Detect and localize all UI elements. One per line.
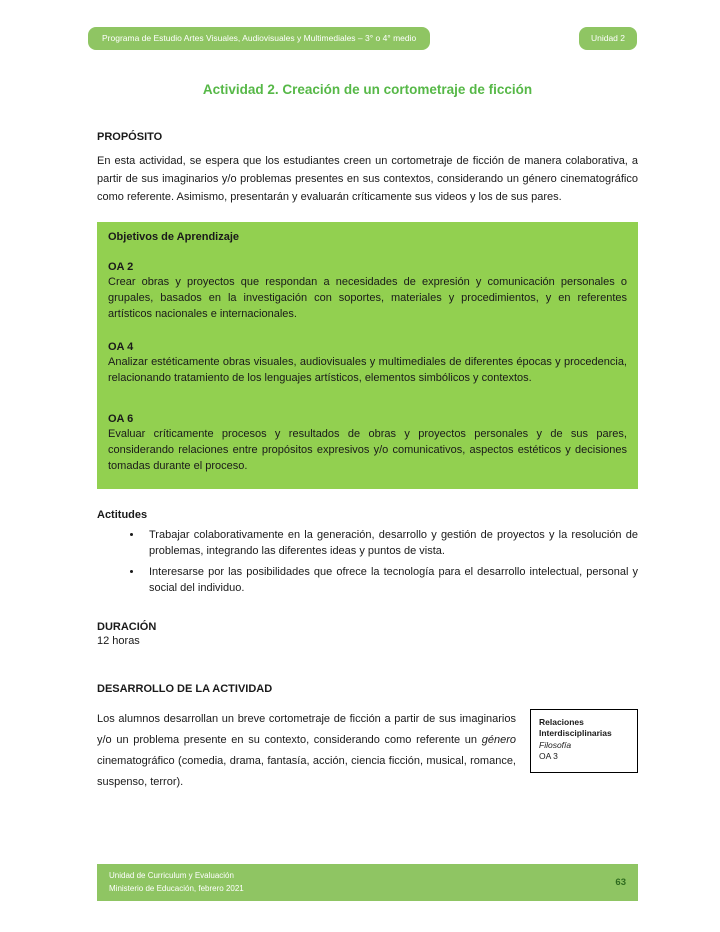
program-title-badge bbox=[88, 27, 430, 50]
footer-org-info bbox=[109, 870, 244, 895]
oa-text: Evaluar críticamente procesos y resultados de obras y proyectos personales y de sus pares, considerando relaciones entre propósitos expresivos y/o comunicativos, aspectos estéticos y decisiones tomadas durante el proceso. bbox=[108, 428, 627, 472]
desarrollo-text-before: Los alumnos desarrollan un breve cortometraje de ficción a partir de sus imaginarios y/o un problema presente en su contexto, considerando como referente un bbox=[97, 712, 516, 746]
duracion-value: 12 horas bbox=[97, 634, 140, 647]
oa-text: Crear obras y proyectos que respondan a necesidades de expresión y comunicación personales o grupales, basados en la investigación con soportes, materiales y procedimientos, y en referentes artísticos nacionales e internacionales. bbox=[108, 276, 627, 321]
actitudes-list-item: • Interesarse por las posibilidades que ofrece la tecnología para el desarrollo intelectual, personal y social del individuo. bbox=[143, 564, 638, 597]
desarrollo-section bbox=[97, 683, 638, 793]
unit-badge-text: Unidad 2 bbox=[590, 33, 625, 43]
relaciones-box-oa: OA 3 bbox=[539, 751, 558, 762]
duracion-section bbox=[97, 621, 638, 647]
page-footer bbox=[97, 864, 638, 901]
proposito-paragraph: En esta actividad, se espera que los estudiantes creen un cortometraje de ficción de manera colaborativa, a partir de sus imaginarios y/o problemas presentes en sus contextos, considerando un género cinematográfico como referente. Asimismo, presentarán y evaluarán críticamente sus videos y los de sus pares. bbox=[97, 155, 638, 203]
desarrollo-row bbox=[97, 709, 638, 793]
unit-badge bbox=[579, 27, 637, 50]
actitudes-list-item: • Trabajar colaborativamente en la generación, desarrollo y gestión de proyectos y la resolución de problemas, integrando las diferentes ideas y puntos de vista. bbox=[143, 527, 638, 560]
footer-line1: Unidad de Curriculum y Evaluación bbox=[109, 871, 234, 881]
oa-item bbox=[108, 413, 627, 475]
actitudes-section bbox=[97, 509, 638, 597]
footer-line2: Ministerio de Educación, febrero 2021 bbox=[109, 883, 244, 893]
desarrollo-italic-word: género bbox=[481, 733, 516, 746]
relaciones-box-subject: Filosofía bbox=[539, 739, 572, 750]
actitudes-heading: Actitudes bbox=[97, 508, 148, 521]
desarrollo-text-after: cinematográfico (comedia, drama, fantasía, acción, ciencia ficción, musical, romance, suspenso, terror). bbox=[97, 754, 516, 788]
desarrollo-paragraph bbox=[97, 709, 516, 793]
page-number: 63 bbox=[615, 877, 626, 889]
objetivos-box bbox=[97, 222, 638, 489]
objetivos-heading: Objetivos de Aprendizaje bbox=[108, 231, 240, 244]
oa-item bbox=[108, 261, 627, 323]
oa-item bbox=[108, 341, 627, 387]
oa-code: OA 4 bbox=[108, 341, 134, 354]
relaciones-box-title: Relaciones Interdisciplinarias bbox=[539, 716, 612, 739]
page-content bbox=[97, 82, 638, 793]
activity-title: Actividad 2. Creación de un cortometraje de ficción bbox=[202, 82, 533, 97]
desarrollo-heading: DESARROLLO DE LA ACTIVIDAD bbox=[97, 682, 273, 695]
program-title-text: Programa de Estudio Artes Visuales, Audiovisuales y Multimediales – 3° o 4° medio bbox=[102, 33, 417, 43]
proposito-heading: PROPÓSITO bbox=[97, 131, 163, 143]
duracion-heading: DURACIÓN bbox=[97, 620, 157, 633]
oa-code: OA 2 bbox=[108, 261, 134, 274]
actitudes-list bbox=[97, 527, 638, 597]
relaciones-interdisciplinarias-box bbox=[530, 709, 638, 773]
oa-text: Analizar estéticamente obras visuales, audiovisuales y multimediales de diferentes épocas y procedencia, relacionando tratamiento de los lenguajes artísticos, elementos simbólicos y contextos. bbox=[108, 356, 627, 385]
oa-code: OA 6 bbox=[108, 413, 134, 426]
